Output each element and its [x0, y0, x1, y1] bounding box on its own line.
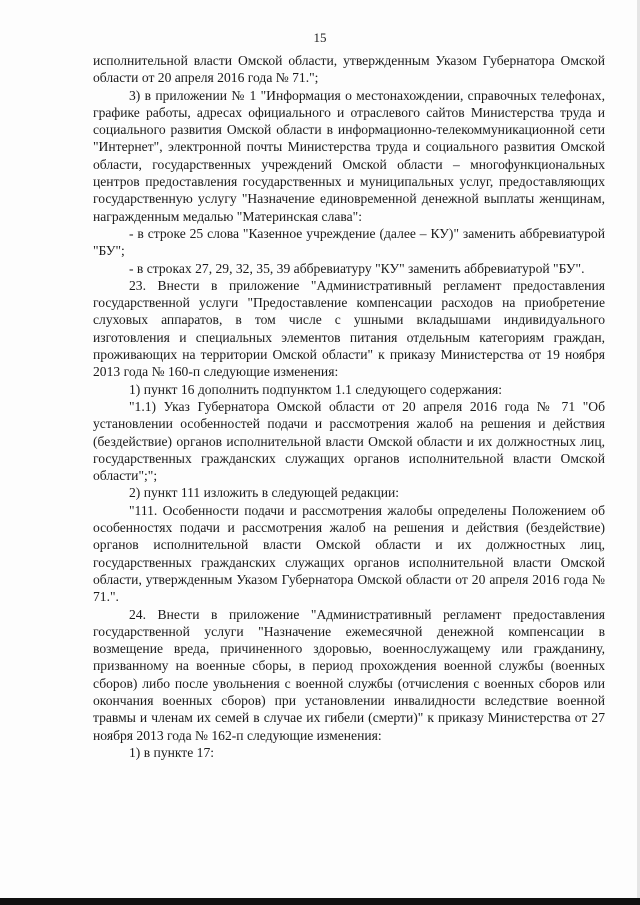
paragraph-subpoint-1-1: "1.1) Указ Губернатора Омской области от 20 апреля 2016 года № 71 "Об установлении особенностей подачи и рассмотрения жалоб на решения и действия (бездействие) органов исполнительной власти Омской области и их должностных лиц, государственных гражданских служащих органов исполнительной власти Омской области";"; — [93, 398, 605, 484]
paragraph-row-25: - в строке 25 слова "Казенное учреждение (далее – КУ)" заменить аббревиатурой "БУ"; — [93, 225, 605, 259]
paragraph-rows-27-39: - в строках 27, 29, 32, 35, 39 аббревиатуру "КУ" заменить аббревиатурой "БУ". — [129, 260, 585, 276]
document-body — [93, 52, 605, 761]
paragraph-point-111-text: "111. Особенности подачи и рассмотрения жалобы определены Положением об особенностях подачи и рассмотрения жалоб на решения и действия (бездействие) органов исполнительной власти Омской области и их должностных лиц, государственных гражданских служащих органов исполнительной власти Омской области, утвержденным Указом Губернатора Омской области от 20 апреля 2016 года № 71.". — [93, 502, 605, 605]
paragraph-item-3: 3) в приложении № 1 "Информация о местонахождении, справочных телефонах, графике работы, адресах официального и отраслевого сайтов Министерства труда и социального развития Омской области в информационно-телекоммуникационной сети "Интернет", электронной почты Министерства труда и социального развития Омской области, государственных учреждений Омской области – многофункциональных центров предоставления государственных и муниципальных услуг, предоставляющих государственную услугу "Назначение единовременной денежной выплаты женщинам, награжденным медалью "Материнская слава": — [93, 87, 605, 224]
paragraph-point-16: 1) пункт 16 дополнить подпунктом 1.1 следующего содержания: — [129, 381, 503, 397]
scan-edge-bottom — [0, 898, 640, 905]
paragraph-point-111: 2) пункт 111 изложить в следующей редакции: — [129, 485, 400, 501]
paragraph-section-23: 23. Внести в приложение "Административный регламент предоставления государственной услуги "Предоставление компенсации расходов на приобретение слуховых аппаратов, в том числе с ушными вкладышами индивидуального изготовления и специальных элементов питания отдельным категориям граждан, проживающих на территории Омской области" к приказу Министерства от 19 ноября 2013 года № 160-п следующие изменения: — [93, 277, 605, 380]
page-number: 15 — [313, 30, 327, 45]
paragraph-continuation: исполнительной власти Омской области, утвержденным Указом Губернатора Омской области от 20 апреля 2016 года № 71."; — [93, 53, 605, 86]
paragraph-point-17: 1) в пункте 17: — [129, 744, 215, 760]
paragraph-section-24: 24. Внести в приложение "Административный регламент предоставления государственной услуги "Назначение ежемесячной денежной компенсации в возмещение вреда, причиненного здоровью, военнослужащему или гражданину, призванному на военные сборы, в период прохождения военной службы (военных сборов) либо после увольнения с военной службы (отчисления с военных сборов или окончания военных сборов) при установлении инвалидности вследствие военной травмы и членам их семей в случае их гибели (смерти)" к приказу Министерства от 27 ноября 2013 года № 162-п следующие изменения: — [93, 606, 605, 743]
